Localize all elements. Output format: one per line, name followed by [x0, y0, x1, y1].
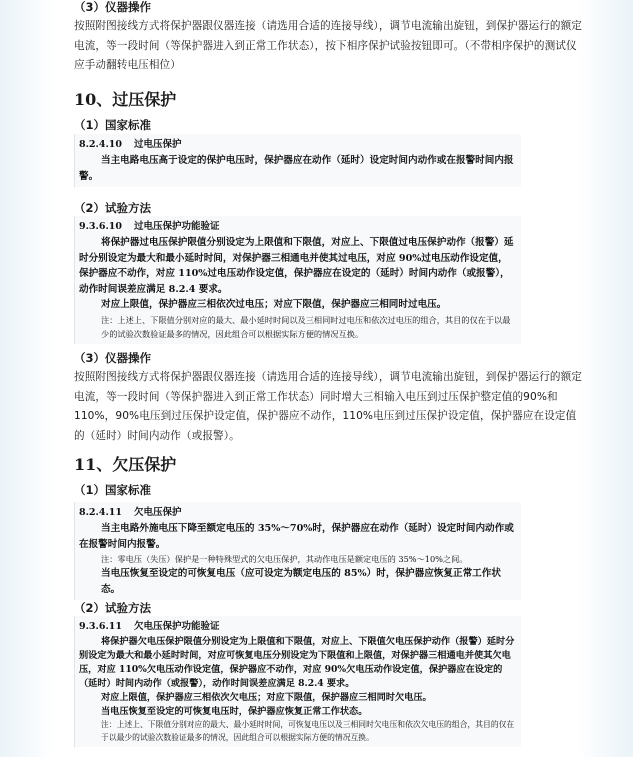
instrument-operation-block-overvoltage: [74, 350, 584, 446]
clause-text: 当主电路电压高于设定的保护电压时，保护器应在动作（延时）设定时间内动作或在报警时间内报警。: [79, 155, 514, 182]
clause-code: 8.2.4.10: [79, 139, 122, 150]
clause-extra: 当电压恢复至设定的可恢复电压时，保护器应恢复正常工作状态。: [101, 706, 368, 717]
clause-name: 欠电压保护功能验证: [133, 621, 220, 632]
subheading-test-method: （2）试验方法: [74, 601, 152, 615]
clause-text: 将保护器欠电压保护限值分别设定为上限值和下限值，对应上、下限值欠电压保护动作（报警）延时分别设定为最大和最小延时时间，对应可恢复电压分别设定为下限值和上限值，对保护器三相通电并使其欠电压，对应 110%欠电压动作设定值，保护器应不动作，对应 90%欠电压动作设定值，保护器应在设定的（延时）时间内动作（或报警），动作时间误差应满足 8.2.4 要求。: [79, 636, 515, 689]
clause-text: 将保护器过电压保护限值分别设定为上限值和下限值，对应上、下限值过电压保护动作（报警）延时分别设定为最大和最小延时时间，对保护器三相通电并使其过电压，对应 90%过电压动作设定值，保护器应不动作，对应 110%过电压动作设定值，保护器应在设定的（延时）时间内动作（或报警），动作时间误差应满足 8.2.4 要求。: [79, 237, 514, 295]
clause-heading: [79, 505, 515, 521]
subheading-test-method: （2）试验方法: [74, 201, 152, 215]
clause-extra: 对应上限值，保护器应三相依次过电压；对应下限值，保护器应三相同时过电压。: [101, 299, 447, 310]
clause-code: 9.3.6.11: [79, 621, 122, 632]
paragraph-instrument-operation: 按照附图接线方式将保护器跟仪器连接（请选用合适的连接导线），调节电流输出旋钮，到保护器运行的额定电流，等一段时间（等保护器进入到正常工作状态）同时增大三相输入电压到过压保护整定值的90%和 110%，90%电压到过压保护设定值，保护器应不动作，110%电压到过压保护设定值，保护器应在设定值的（延时）时间内动作（或报警）。: [74, 371, 582, 442]
section-title-overvoltage: 10、过压保护: [74, 90, 177, 109]
clause-heading: [79, 219, 515, 235]
subheading-instrument-operation: （3）仪器操作: [74, 0, 152, 14]
paragraph-instrument-operation: 按照附图接线方式将保护器跟仪器连接（请选用合适的连接导线），调节电流输出旋钮，到保护器运行的额定电流，等一段时间（等保护器进入到正常工作状态），按下相序保护试验按钮即可。（不带相序保护的测试仪应手动翻转电压相位）: [74, 20, 582, 71]
clause-extra: 对应上限值，保护器应三相依次欠电压；对应下限值，保护器应三相同时欠电压。: [101, 692, 432, 703]
clause-name: 过电压保护: [133, 139, 182, 150]
clause-heading: [79, 619, 515, 635]
subheading-national-standard: （1）国家标准: [74, 483, 152, 497]
section-title-undervoltage: 11、欠压保护: [74, 455, 177, 474]
subheading-national-standard: （1）国家标准: [74, 118, 152, 132]
clause-extra: 当电压恢复至设定的可恢复电压（应可设定为额定电压的 85%）时，保护器应恢复正常工作状态。: [101, 568, 501, 595]
clause-code: 8.2.4.11: [79, 507, 122, 518]
clause-text: 当主电路外施电压下降至额定电压的 35%～70%时，保护器应在动作（延时）设定时间内动作或在报警时间内报警。: [79, 523, 514, 550]
clause-note: 注：上述上、下限值分别对应的最大、最小延时时间，可恢复电压以及三相同时欠电压和依次欠电压的组合，其目的仅在于以最少的试验次数验证最多的情况，因此组合可以根据实际方便的情况互换。: [101, 720, 515, 742]
standard-excerpt-overvoltage: [74, 134, 521, 187]
test-method-excerpt-overvoltage: [74, 216, 521, 344]
clause-note: 注：上述上、下限值分别对应的最大、最小延时时间以及三相同时过电压和依次过电压的组合，其目的仅在于以最少的试验次数验证最多的情况，因此组合可以根据实际方便的情况互换。: [101, 314, 511, 339]
test-method-excerpt-undervoltage: [74, 616, 521, 747]
standard-excerpt-undervoltage: [74, 502, 521, 600]
subheading-instrument-operation: （3）仪器操作: [74, 351, 152, 365]
clause-note: 注：零电压（失压）保护是一种特殊型式的欠电压保护，其动作电压是额定电压的 35%～10%之间。: [101, 554, 468, 564]
clause-code: 9.3.6.10: [79, 221, 122, 232]
clause-name: 过电压保护功能验证: [133, 221, 220, 232]
instrument-operation-block: [74, 0, 584, 76]
clause-name: 欠电压保护: [133, 507, 182, 518]
clause-heading: [79, 137, 515, 153]
